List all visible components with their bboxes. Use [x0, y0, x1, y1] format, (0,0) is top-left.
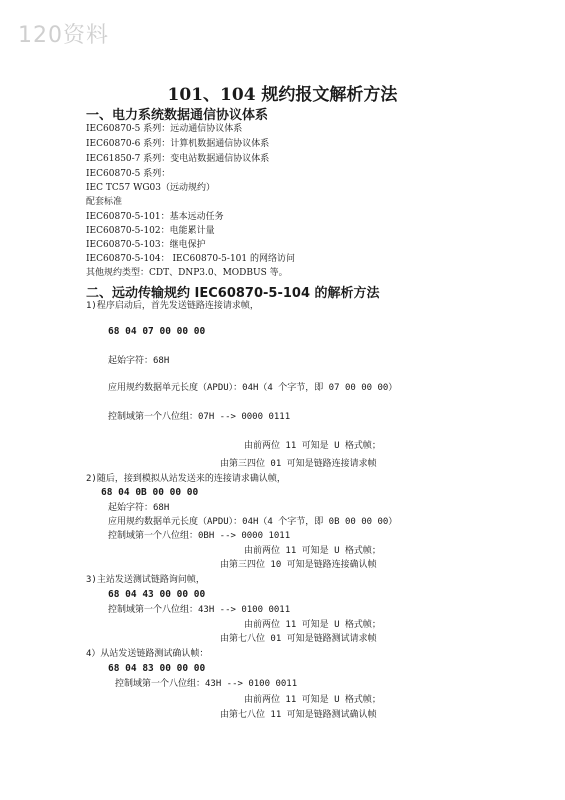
section1-line: IEC60870-5 系列： [86, 169, 171, 179]
section1-line: IEC60870-5 系列：远动通信协议体系 [86, 124, 243, 134]
step2-apdu-length: 应用规约数据单元长度（APDU）：04H（4 个字节，即 0B 00 00 00） [108, 517, 398, 527]
section1-line: IEC60870-5-103：继电保护 [86, 240, 206, 250]
step1-intro: 1)程序启动后，首先发送链路连接请求帧， [86, 301, 259, 311]
document-title: 101、104 规约报文解析方法 [167, 85, 398, 105]
step2-note-type: 由第三四位 10 可知是链路连接确认帧 [220, 560, 377, 570]
section1-line: IEC60870-5-102：电能累计量 [86, 226, 215, 236]
step2-intro: 2)随后，接到模拟从站发送来的连接请求确认帧， [86, 474, 286, 484]
section1-line: IEC61850-7 系列：变电站数据通信协议体系 [86, 154, 270, 164]
step3-note-format: 由前两位 11 可知是 U 格式帧； [244, 620, 381, 630]
step1-start-char: 起始字符：68H [108, 356, 170, 366]
step4-hex-frame: 68 04 83 00 00 00 [108, 663, 206, 674]
step4-control-field: 控制域第一个八位组：43H --> 0100 0011 [115, 679, 298, 689]
section2-heading: 二、远动传输规约 IEC60870-5-104 的解析方法 [86, 286, 380, 301]
step2-hex-frame: 68 04 0B 00 00 00 [101, 487, 199, 498]
step1-note-type: 由第三四位 01 可知是链路连接请求帧 [220, 459, 377, 469]
section1-line: IEC60870-5-101：基本远动任务 [86, 212, 224, 222]
step3-hex-frame: 68 04 43 00 00 00 [108, 589, 206, 600]
step1-apdu-length: 应用规约数据单元长度（APDU）：04H（4 个字节，即 07 00 00 00） [108, 383, 398, 393]
section1-heading: 一、电力系统数据通信协议体系 [86, 108, 269, 123]
section1-line: 配套标准 [86, 197, 123, 207]
step2-note-format: 由前两位 11 可知是 U 格式帧； [244, 546, 381, 556]
section1-line: IEC TC57 WG03（远动规约） [86, 183, 215, 193]
step4-note-type: 由第七八位 11 可知是链路测试确认帧 [220, 710, 377, 720]
watermark: 120资料 [18, 23, 109, 48]
step2-start-char: 起始字符：68H [108, 503, 170, 513]
step3-note-type: 由第七八位 01 可知是链路测试请求帧 [220, 634, 377, 644]
section1-line: IEC60870-5-104： IEC60870-5-101 的网络访问 [86, 254, 295, 264]
step4-intro: 4）从站发送链路测试确认帧： [86, 649, 209, 659]
section1-line: IEC60870-6 系列：计算机数据通信协议体系 [86, 139, 270, 149]
step1-control-field: 控制域第一个八位组：07H --> 0000 0111 [108, 412, 291, 422]
section1-line: 其他规约类型：CDT、DNP3.0、MODBUS 等。 [86, 268, 288, 278]
step1-hex-frame: 68 04 07 00 00 00 [108, 326, 206, 337]
step3-control-field: 控制域第一个八位组：43H --> 0100 0011 [108, 605, 291, 615]
step1-note-format: 由前两位 11 可知是 U 格式帧； [244, 441, 381, 451]
step2-control-field: 控制域第一个八位组：0BH --> 0000 1011 [108, 531, 291, 541]
step4-note-format: 由前两位 11 可知是 U 格式帧； [244, 695, 381, 705]
step3-intro: 3)主站发送测试链路询问帧， [86, 575, 205, 585]
